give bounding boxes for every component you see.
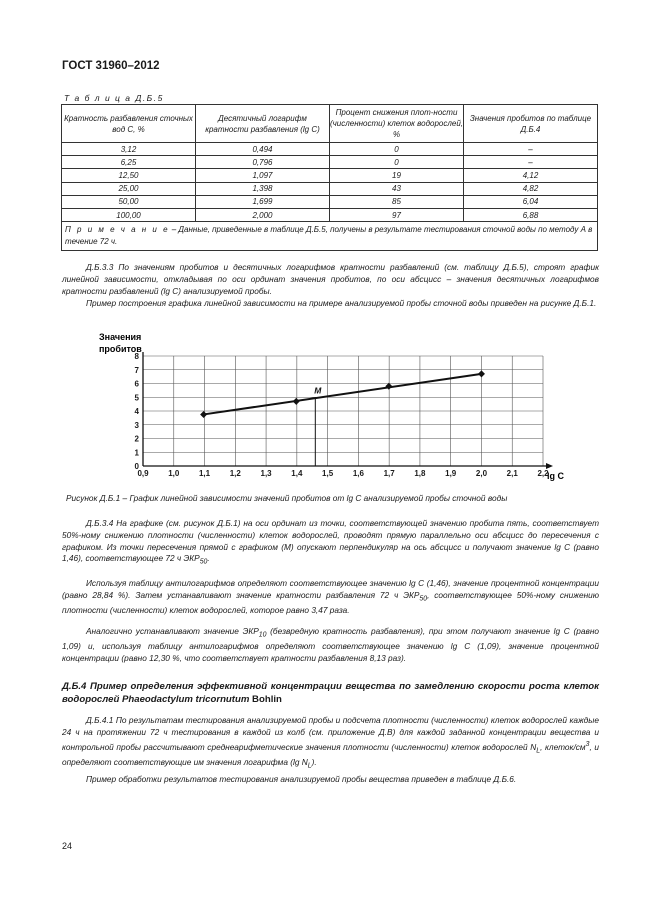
table-cell: 1,398 bbox=[196, 182, 330, 195]
x-axis-label: lg C bbox=[547, 471, 564, 481]
probit-chart bbox=[95, 328, 575, 484]
table-cell: 12,50 bbox=[62, 169, 196, 182]
x-tick-label: 1,1 bbox=[198, 469, 211, 478]
y-tick-label: 1 bbox=[134, 448, 139, 458]
note-label: П р и м е ч а н и е bbox=[65, 225, 170, 235]
table-cell: 4,82 bbox=[464, 182, 598, 195]
marker-label-m: М bbox=[314, 385, 322, 396]
table-cell: – bbox=[464, 156, 598, 169]
paragraph-db-3-4: Д.Б.3.4 На графике (см. рисунок Д.Б.1) на оси ординат из точки, соответствующей значению пробита пять, соответствует 50%-ному снижению плотности (численности) клеток водорослей, проводят прямую параллельно оси абсцисс до пересечения с графиком. Из точки пересечения прямой с графиком (М) опускают перпендикуляр на ось абсцисс и получают значение lg С (равно 1,46), соответствующее 72 ч $ЭКР_{50}$. bbox=[62, 518, 599, 567]
table-cell: 0 bbox=[330, 143, 464, 156]
section-heading-db-4: Д.Б.4 Пример определения эффективной концентрации вещества по замедлению скорости роста клеток водорослей Phaeodactylum tricornutum Bohlin bbox=[62, 681, 599, 705]
series-line bbox=[204, 374, 482, 415]
table-cell: 2,000 bbox=[196, 208, 330, 221]
x-tick-label: 2,0 bbox=[475, 469, 488, 478]
table-cell: 19 bbox=[330, 169, 464, 182]
x-tick-label: 2,1 bbox=[506, 469, 518, 478]
column-header: Десятичный логарифм кратности разбавления (lg С) bbox=[196, 105, 330, 143]
table-cell: 0 bbox=[330, 156, 464, 169]
data-point bbox=[200, 411, 207, 418]
x-tick-labels bbox=[137, 469, 549, 478]
table-cell: 0,796 bbox=[196, 156, 330, 169]
table-row bbox=[62, 182, 598, 195]
table-row bbox=[62, 208, 598, 221]
chart-series bbox=[200, 370, 485, 466]
table-cell: 50,00 bbox=[62, 195, 196, 208]
table-cell: 6,25 bbox=[62, 156, 196, 169]
y-axis-label-line2: пробитов bbox=[99, 344, 142, 354]
y-tick-label: 3 bbox=[134, 420, 139, 430]
column-header: Кратность разбавления сточных вод С, % bbox=[62, 105, 196, 143]
page-number: 24 bbox=[62, 841, 73, 851]
data-point bbox=[478, 370, 485, 377]
table-cell: 1,699 bbox=[196, 195, 330, 208]
x-tick-label: 1,2 bbox=[229, 469, 241, 478]
column-header: Процент снижения плот-ности (численности) клеток водорослей, % bbox=[330, 105, 464, 143]
y-tick-labels bbox=[135, 352, 140, 471]
table-cell: 6,88 bbox=[464, 208, 598, 221]
data-table bbox=[61, 104, 598, 251]
table-cell: 97 bbox=[330, 208, 464, 221]
table-row bbox=[62, 143, 598, 156]
table-row bbox=[62, 195, 598, 208]
y-axis-label: Значения bbox=[99, 332, 142, 342]
y-tick-label: 7 bbox=[134, 365, 139, 375]
paragraph-example-intro: Пример построения графика линейной зависимости на примере анализируемой пробы сточной воды приведен на рисунке Д.Б.1. bbox=[86, 298, 597, 308]
table-cell: 43 bbox=[330, 182, 464, 195]
table-cell: 100,00 bbox=[62, 208, 196, 221]
y-tick-label: 0 bbox=[134, 462, 139, 471]
table-cell: 0,494 bbox=[196, 143, 330, 156]
table-cell: 3,12 bbox=[62, 143, 196, 156]
x-tick-label: 1,4 bbox=[291, 469, 303, 478]
x-tick-label: 1,0 bbox=[168, 469, 180, 478]
table-cell: 1,097 bbox=[196, 169, 330, 182]
table-row bbox=[62, 156, 598, 169]
y-tick-label: 5 bbox=[134, 393, 139, 403]
paragraph-table-db6-ref: Пример обработки результатов тестирования анализируемой пробы вещества приведен в таблице Д.Б.6. bbox=[86, 774, 517, 784]
table-caption: Т а б л и ц а Д.Б.5 bbox=[64, 93, 164, 103]
y-tick-label: 8 bbox=[134, 352, 139, 361]
column-header: Значения пробитов по таблице Д.Б.4 bbox=[464, 105, 598, 143]
table-row bbox=[62, 169, 598, 182]
y-tick-label: 6 bbox=[134, 379, 139, 389]
table-cell: – bbox=[464, 143, 598, 156]
data-point bbox=[293, 398, 300, 405]
x-tick-label: 1,9 bbox=[445, 469, 457, 478]
x-tick-label: 1,3 bbox=[260, 469, 272, 478]
y-tick-label: 4 bbox=[134, 407, 139, 416]
figure-caption: Рисунок Д.Б.1 – График линейной зависимости значений пробитов от lg С анализируемой пробы сточной воды bbox=[66, 493, 508, 503]
table-cell: 85 bbox=[330, 195, 464, 208]
x-tick-label: 1,5 bbox=[322, 469, 334, 478]
table-note bbox=[62, 222, 598, 251]
x-tick-label: 0,9 bbox=[137, 469, 149, 478]
table-note-row bbox=[62, 222, 598, 251]
x-tick-label: 1,7 bbox=[383, 469, 395, 478]
table-cell: 25,00 bbox=[62, 182, 196, 195]
note-text: – Данные, приведенные в таблице Д.Б.5, получены в результате тестирования сточной воды по методу А в течение 72 ч. bbox=[65, 225, 593, 247]
x-tick-label: 1,8 bbox=[414, 469, 426, 478]
table-cell: 6,04 bbox=[464, 195, 598, 208]
document-header: ГОСТ 31960–2012 bbox=[62, 60, 160, 72]
table-header-row bbox=[62, 105, 598, 143]
paragraph-db-4-1: Д.Б.4.1 По результатам тестирования анализируемой пробы и подсчета плотности (численности) клеток водорослей каждые 24 ч на протяжении 72 ч тестирования в каждой из колб (см. приложение Д.В) для каждой заданной концентрации вещества и контрольной пробы рассчитывают среднеарифметические значения плотности (численности) клеток водорослей $N_L$, клеток/$см^3$, и определяют соответствующие им значения логарифма (lg $N_L$). bbox=[62, 715, 599, 770]
paragraph-ekr10: Аналогично устанавливают значение $ЭКР_{10}$ (безвредную кратность разбавления), при этом получают значение lg С (равно 1,09) и, используя таблицу антилогарифмов определяют соответствующее значению lg С (1,09), значение процентной концентрации (равно 12,30 %, что соответствует кратности разбавления 8,13 раз). bbox=[62, 626, 599, 664]
y-tick-label: 2 bbox=[134, 434, 139, 444]
paragraph-db-3-3: Д.Б.3.3 По значениям пробитов и десятичных логарифмов кратности разбавлений (см. таблицу Д.Б.5), строят график линейной зависимости, откладывая по оси ординат значения пробитов, по оси абсцисс – значения десятичных логарифмов кратности разбавлений (lg С) анализируемой пробы. bbox=[62, 262, 599, 296]
x-tick-label: 1,6 bbox=[352, 469, 364, 478]
x-tick-label: 2,2 bbox=[537, 469, 549, 478]
table-cell: 4,12 bbox=[464, 169, 598, 182]
paragraph-antilog: Используя таблицу антилогарифмов определяют соответствующее значению lg С (1,46), значение процентной концентрации (равно 28,84 %). Затем устанавливают значение кратности разбавления 72 ч $ЭКР_{50}$, соответствующее 50%-ному снижению плотности (численности) клеток водорослей, которое равно 3,47 раза. bbox=[62, 578, 599, 616]
